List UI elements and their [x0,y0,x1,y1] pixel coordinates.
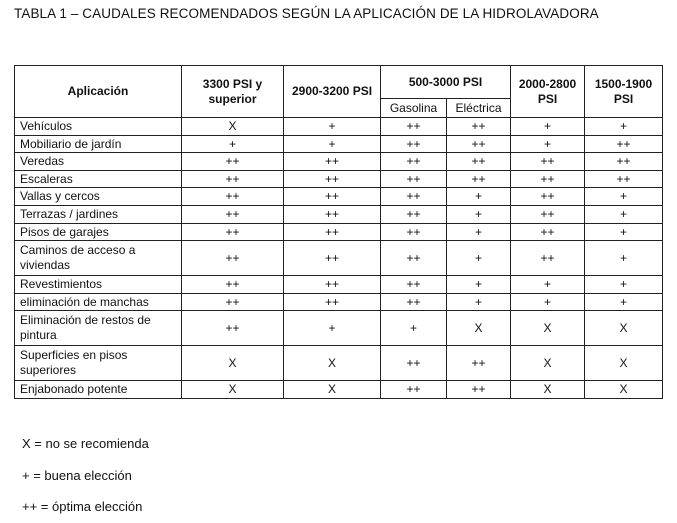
cell-2900-3200-psi: ++ [284,171,381,188]
header-gasolina: Gasolina [381,99,447,118]
cell-electrica: ++ [447,118,511,136]
cell-gasolina: ++ [381,118,447,136]
cell-1500-1900-psi: ++ [585,153,663,171]
header-electrica: Eléctrica [447,99,511,118]
cell-aplicacion: Eliminación de restos de pintura [15,311,182,346]
table-row [15,171,663,188]
cell-aplicacion: Superficies en pisos superiores [15,346,182,381]
cell-1500-1900-psi: X [585,346,663,381]
table-row [15,241,663,276]
table-title: TABLA 1 – CAUDALES RECOMENDADOS SEGÚN LA APLICACIÓN DE LA HIDROLAVADORA [14,6,599,21]
table-row [15,346,663,381]
cell-aplicacion: Revestimientos [15,276,182,294]
cell-1500-1900-psi: + [585,241,663,276]
cell-gasolina: ++ [381,153,447,171]
cell-gasolina: ++ [381,381,447,399]
cell-3300-psi: + [182,136,284,153]
cell-2900-3200-psi: X [284,346,381,381]
cell-2900-3200-psi: ++ [284,188,381,206]
cell-3300-psi: ++ [182,224,284,241]
cell-3300-psi: ++ [182,206,284,224]
cell-aplicacion: Mobiliario de jardín [15,136,182,153]
cell-1500-1900-psi: ++ [585,136,663,153]
cell-2900-3200-psi: + [284,118,381,136]
cell-1500-1900-psi: + [585,188,663,206]
cell-2900-3200-psi: ++ [284,206,381,224]
cell-1500-1900-psi: + [585,224,663,241]
cell-2900-3200-psi: ++ [284,241,381,276]
cell-gasolina: ++ [381,171,447,188]
cell-gasolina: ++ [381,188,447,206]
header-2000-2800-psi: 2000-2800 PSI [511,66,585,118]
cell-gasolina: + [381,311,447,346]
table-row [15,224,663,241]
cell-electrica: + [447,224,511,241]
header-3300-psi: 3300 PSI y superior [182,66,284,118]
table-row [15,136,663,153]
cell-electrica: + [447,188,511,206]
cell-2000-2800-psi: + [511,136,585,153]
cell-2900-3200-psi: ++ [284,276,381,294]
legend-x: X = no se recomienda [22,436,149,451]
cell-1500-1900-psi: + [585,276,663,294]
cell-gasolina: ++ [381,346,447,381]
cell-3300-psi: X [182,346,284,381]
header-500-3000-psi: 500-3000 PSI [381,66,511,99]
flow-rate-table [14,65,663,399]
cell-gasolina: ++ [381,276,447,294]
cell-3300-psi: X [182,118,284,136]
cell-aplicacion: Escaleras [15,171,182,188]
table-body [15,118,663,399]
cell-2000-2800-psi: ++ [511,171,585,188]
table-row [15,118,663,136]
cell-2000-2800-psi: X [511,346,585,381]
cell-2000-2800-psi: X [511,381,585,399]
cell-2900-3200-psi: ++ [284,153,381,171]
cell-2000-2800-psi: ++ [511,241,585,276]
cell-aplicacion: Vallas y cercos [15,188,182,206]
legend-double-plus: ++ = óptima elección [22,499,143,514]
cell-3300-psi: ++ [182,188,284,206]
cell-electrica: ++ [447,346,511,381]
cell-gasolina: ++ [381,136,447,153]
table-row [15,188,663,206]
cell-2000-2800-psi: ++ [511,206,585,224]
cell-electrica: ++ [447,381,511,399]
cell-3300-psi: X [182,381,284,399]
cell-aplicacion: Veredas [15,153,182,171]
cell-1500-1900-psi: X [585,381,663,399]
cell-1500-1900-psi: X [585,311,663,346]
cell-2000-2800-psi: ++ [511,188,585,206]
cell-2900-3200-psi: ++ [284,224,381,241]
cell-gasolina: ++ [381,241,447,276]
cell-electrica: ++ [447,153,511,171]
cell-3300-psi: ++ [182,276,284,294]
cell-2000-2800-psi: ++ [511,224,585,241]
legend-plus: + = buena elección [22,468,132,483]
header-2900-3200-psi: 2900-3200 PSI [284,66,381,118]
cell-2900-3200-psi: X [284,381,381,399]
cell-1500-1900-psi: + [585,118,663,136]
header-1500-1900-psi: 1500-1900 PSI [585,66,663,118]
cell-3300-psi: ++ [182,294,284,311]
table-row [15,294,663,311]
cell-3300-psi: ++ [182,153,284,171]
cell-2000-2800-psi: + [511,276,585,294]
cell-aplicacion: Pisos de garajes [15,224,182,241]
cell-aplicacion: Caminos de acceso a viviendas [15,241,182,276]
cell-electrica: X [447,311,511,346]
cell-electrica: + [447,206,511,224]
cell-1500-1900-psi: + [585,294,663,311]
cell-2000-2800-psi: X [511,311,585,346]
cell-3300-psi: ++ [182,311,284,346]
cell-2000-2800-psi: + [511,294,585,311]
cell-aplicacion: eliminación de manchas [15,294,182,311]
cell-electrica: + [447,276,511,294]
cell-3300-psi: ++ [182,241,284,276]
cell-electrica: ++ [447,171,511,188]
cell-1500-1900-psi: ++ [585,171,663,188]
cell-electrica: + [447,241,511,276]
cell-aplicacion: Enjabonado potente [15,381,182,399]
cell-electrica: + [447,294,511,311]
cell-2000-2800-psi: ++ [511,153,585,171]
cell-gasolina: ++ [381,206,447,224]
cell-1500-1900-psi: + [585,206,663,224]
cell-2000-2800-psi: + [511,118,585,136]
cell-2900-3200-psi: + [284,311,381,346]
cell-aplicacion: Vehículos [15,118,182,136]
table-row [15,153,663,171]
cell-2900-3200-psi: ++ [284,294,381,311]
table-row [15,276,663,294]
table-row [15,311,663,346]
table-row [15,381,663,399]
cell-2900-3200-psi: + [284,136,381,153]
cell-gasolina: ++ [381,294,447,311]
cell-3300-psi: ++ [182,171,284,188]
cell-aplicacion: Terrazas / jardines [15,206,182,224]
cell-gasolina: ++ [381,224,447,241]
cell-electrica: ++ [447,136,511,153]
table-row [15,206,663,224]
header-aplicacion: Aplicación [15,66,182,118]
